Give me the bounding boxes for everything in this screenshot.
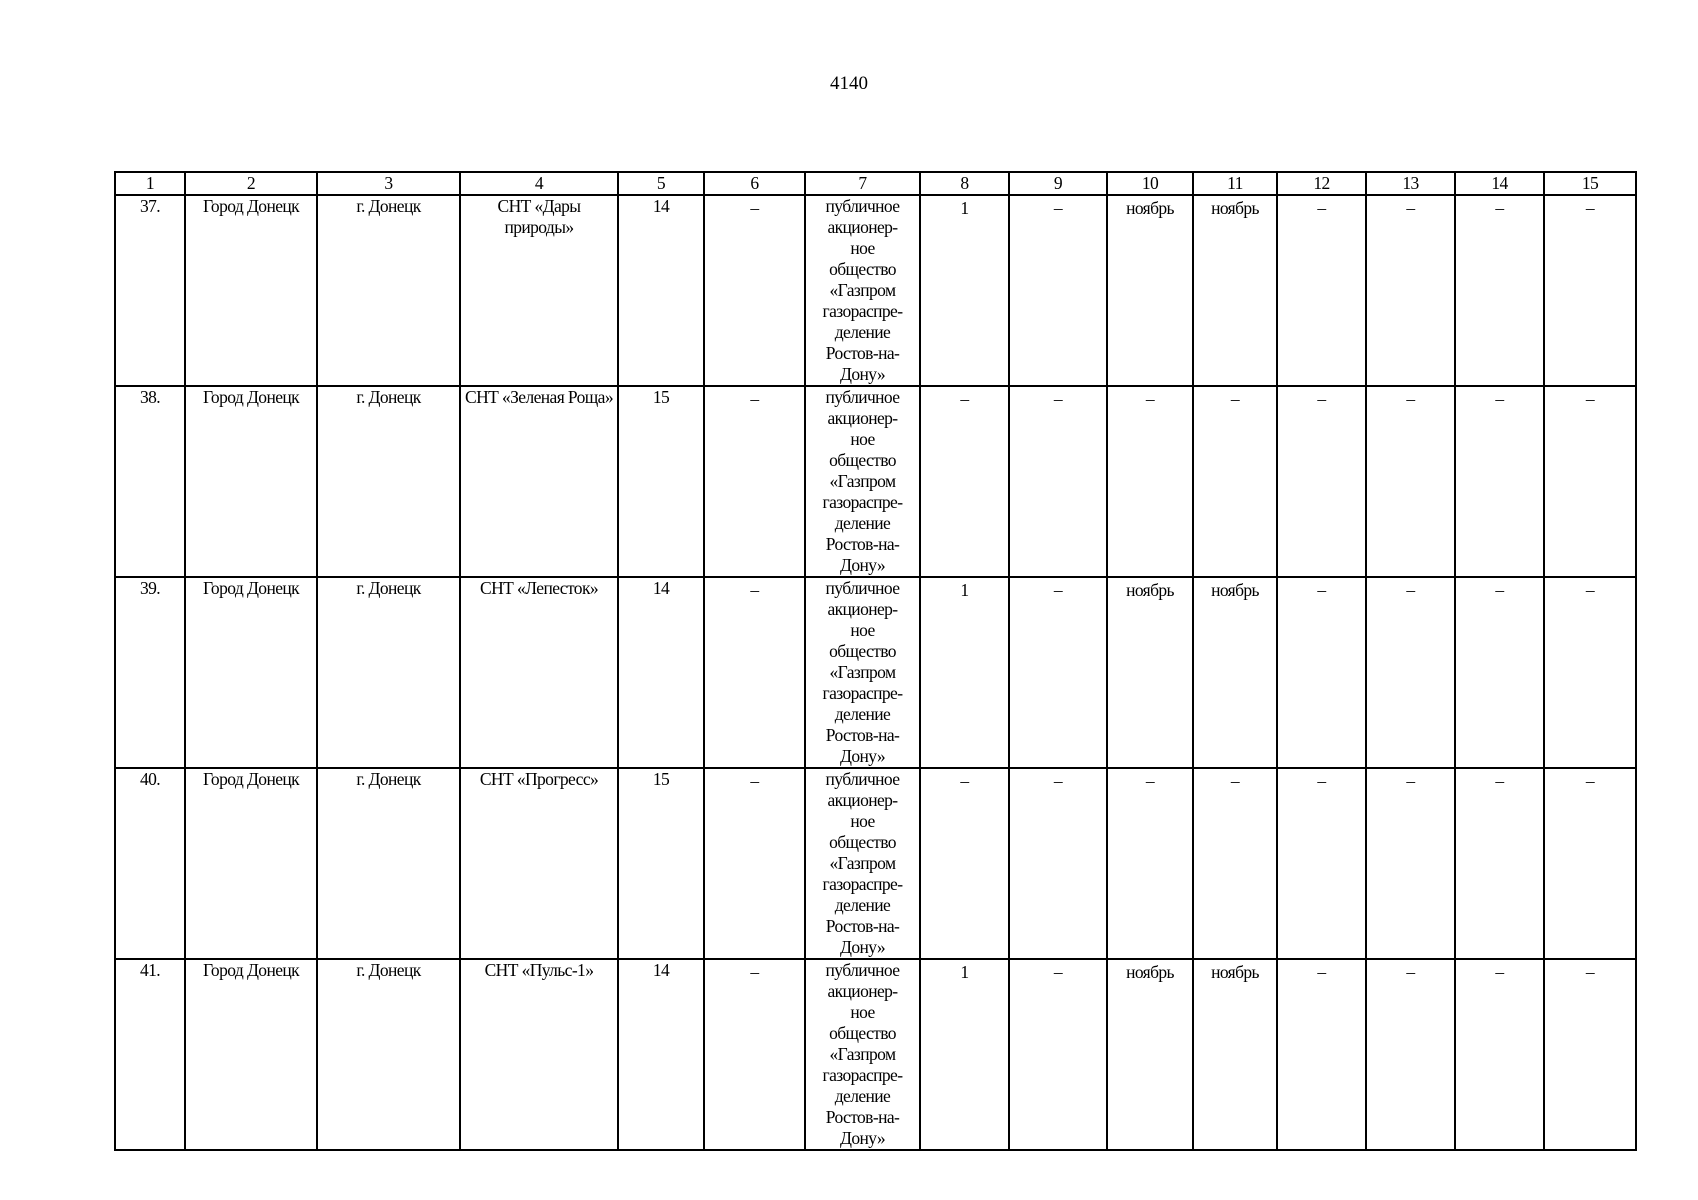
col9-cell [1009,577,1107,768]
object-cell: СНТ «Дары природы» [460,195,618,386]
locality-cell: г. Донецк [317,577,460,768]
object-cell: СНТ «Лепесток» [460,577,618,768]
col11-value: ноябрь [1211,962,1259,982]
col10-cell [1107,386,1193,577]
col8-value: – [960,389,969,409]
object-cell: СНТ «Пульс-1» [460,959,618,1150]
col6-cell [704,768,805,959]
row-number: 38. [115,386,185,577]
col9-value: – [1053,389,1063,409]
col6-cell [704,386,805,577]
col12-cell [1277,959,1366,1150]
col10-cell [1107,959,1193,1150]
locality-cell: г. Донецк [317,959,460,1150]
page-number: 4140 [830,73,868,94]
col14-cell [1455,959,1544,1150]
district-cell: Город Донецк [185,959,317,1150]
col13-value: – [1406,962,1415,982]
col13-value: – [1406,771,1415,791]
table-row [115,577,1636,768]
col12-value: – [1317,771,1326,791]
col12-cell [1277,195,1366,386]
column-header: 9 [1009,172,1107,195]
col8-cell [920,959,1009,1150]
column-header: 4 [460,172,618,195]
locality-cell: г. Донецк [317,386,460,577]
organization-cell: публичное акционер- ное общество «Газпром газораспре- деление Ростов-на- Дону» [805,959,920,1150]
column-header: 14 [1455,172,1544,195]
column-header: 5 [618,172,704,195]
col14-cell [1455,195,1544,386]
col13-cell [1366,959,1455,1150]
col6-cell [704,577,805,768]
col10-value: ноябрь [1126,580,1174,600]
column-header: 3 [317,172,460,195]
col11-cell [1193,959,1277,1150]
col12-value: – [1317,580,1326,600]
col14-value: – [1495,580,1504,600]
col12-cell [1277,577,1366,768]
col14-value: – [1495,198,1504,218]
col14-cell [1455,386,1544,577]
col8-value: 1 [960,962,969,982]
col14-cell [1455,768,1544,959]
col15-value: – [1585,198,1595,218]
col10-cell [1107,195,1193,386]
col12-value: – [1317,198,1326,218]
col14-value: – [1495,962,1504,982]
col9-value: – [1053,198,1063,218]
col11-cell [1193,577,1277,768]
column-header: 10 [1107,172,1193,195]
column-header: 13 [1366,172,1455,195]
col9-cell [1009,768,1107,959]
col8-value: – [960,771,969,791]
col10-value: ноябрь [1126,962,1174,982]
col6-cell [704,959,805,1150]
col10-value: ноябрь [1126,198,1174,218]
col14-value: – [1495,771,1504,791]
col15-value: – [1585,389,1595,409]
row-number: 41. [115,959,185,1150]
header-row [115,172,1636,195]
col12-value: – [1317,962,1326,982]
table-row [115,195,1636,386]
row-number: 37. [115,195,185,386]
col9-cell [1009,386,1107,577]
district-cell: Город Донецк [185,768,317,959]
table-row [115,959,1636,1150]
col6-value: – [750,198,759,218]
col15-cell [1544,195,1636,386]
column-header: 6 [704,172,805,195]
col15-value: – [1585,771,1595,791]
col12-cell [1277,386,1366,577]
col10-cell [1107,768,1193,959]
locality-cell: г. Донецк [317,768,460,959]
col14-cell [1455,577,1544,768]
district-cell: Город Донецк [185,195,317,386]
col5-cell: 14 [618,577,704,768]
col5-cell: 15 [618,768,704,959]
row-number: 40. [115,768,185,959]
col11-value: ноябрь [1211,198,1259,218]
col11-value: ноябрь [1211,580,1259,600]
col13-cell [1366,768,1455,959]
col6-cell [704,195,805,386]
col13-cell [1366,577,1455,768]
data-table [114,171,1637,1151]
col15-cell [1544,768,1636,959]
col6-value: – [750,962,759,982]
col9-cell [1009,959,1107,1150]
district-cell: Город Донецк [185,386,317,577]
col11-cell [1193,195,1277,386]
col9-cell [1009,195,1107,386]
col5-cell: 14 [618,195,704,386]
column-header: 11 [1193,172,1277,195]
col14-value: – [1495,389,1504,409]
col8-value: 1 [960,580,969,600]
col11-value: – [1230,771,1240,791]
col15-value: – [1585,580,1595,600]
col5-cell: 15 [618,386,704,577]
col10-value: – [1145,771,1155,791]
column-header: 15 [1544,172,1636,195]
column-header: 7 [805,172,920,195]
col6-value: – [750,771,759,791]
col8-value: 1 [960,198,969,218]
col6-value: – [750,580,759,600]
col11-cell [1193,386,1277,577]
col13-value: – [1406,198,1415,218]
col8-cell [920,768,1009,959]
district-cell: Город Донецк [185,577,317,768]
column-header: 8 [920,172,1009,195]
col9-value: – [1053,771,1063,791]
col13-value: – [1406,580,1415,600]
col10-cell [1107,577,1193,768]
organization-cell: публичное акционер- ное общество «Газпром газораспре- деление Ростов-на- Дону» [805,195,920,386]
col13-value: – [1406,389,1415,409]
col6-value: – [750,389,759,409]
col9-value: – [1053,580,1063,600]
col11-value: – [1230,389,1240,409]
organization-cell: публичное акционер- ное общество «Газпром газораспре- деление Ростов-на- Дону» [805,577,920,768]
col12-cell [1277,768,1366,959]
organization-cell: публичное акционер- ное общество «Газпром газораспре- деление Ростов-на- Дону» [805,386,920,577]
col15-cell [1544,959,1636,1150]
column-header: 2 [185,172,317,195]
column-header: 12 [1277,172,1366,195]
col8-cell [920,577,1009,768]
col15-value: – [1585,962,1595,982]
col11-cell [1193,768,1277,959]
col9-value: – [1053,962,1063,982]
object-cell: СНТ «Зеленая Роща» [460,386,618,577]
row-number: 39. [115,577,185,768]
col8-cell [920,386,1009,577]
col8-cell [920,195,1009,386]
organization-cell: публичное акционер- ное общество «Газпром газораспре- деление Ростов-на- Дону» [805,768,920,959]
table-row [115,386,1636,577]
col15-cell [1544,386,1636,577]
col12-value: – [1317,389,1326,409]
column-header: 1 [115,172,185,195]
col10-value: – [1145,389,1155,409]
col5-cell: 14 [618,959,704,1150]
object-cell: СНТ «Прогресс» [460,768,618,959]
col13-cell [1366,386,1455,577]
table-row [115,768,1636,959]
locality-cell: г. Донецк [317,195,460,386]
col15-cell [1544,577,1636,768]
col13-cell [1366,195,1455,386]
